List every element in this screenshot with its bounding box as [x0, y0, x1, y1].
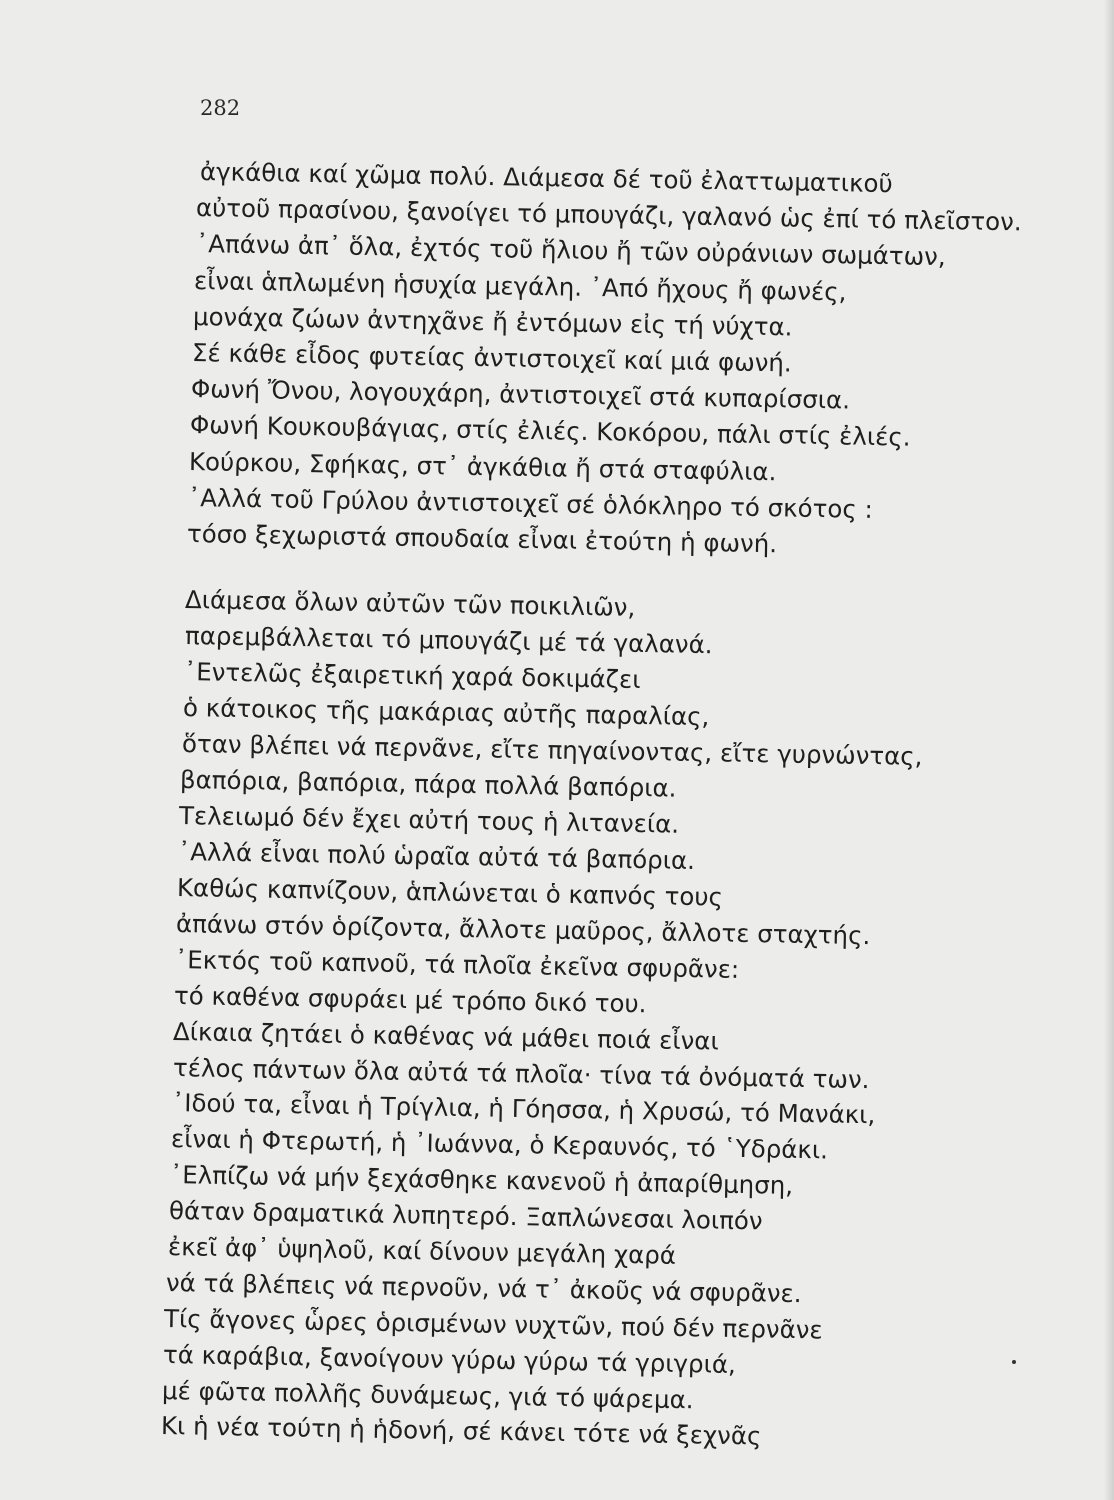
page-number: 282: [200, 96, 241, 120]
text-line: βαπόρια, βαπόρια, πάρα πολλά βαπόρια.: [179, 765, 677, 803]
text-line: ἀπάνω στόν ὁρίζοντα, ἄλλοτε μαῦρος, ἄλλοτε σταχτής.: [175, 909, 871, 951]
text-line: ᾿Ιδού τα, εἶναι ἡ Τρίγλια, ἡ Γόησσα, ἡ Χρυσώ, τό Μανάκι,: [171, 1088, 876, 1130]
text-line: Φωνή Κουκουβάγιας, στίς ἐλιές. Κοκόρου, πάλι στίς ἐλιές.: [189, 410, 911, 452]
text-line: ᾿Απάνω ἀπ᾿ ὅλα, ἐχτός τοῦ ἥλιου ἤ τῶν οὐράνιων σωμάτων,: [195, 229, 946, 272]
text-line: Δίκαια ζητάει ὁ καθένας νά μάθει ποιά εἶναι: [172, 1017, 720, 1056]
text-line: Κούρκου, Σφήκας, στ᾿ ἀγκάθια ἤ στά σταφύλια.: [188, 447, 777, 487]
text-line: τέλος πάντων ὅλα αὐτά τά πλοῖα· τίνα τά ὀνόματά των.: [172, 1053, 870, 1095]
text-line: εἶναι ἁπλωμένη ἡσυχία μεγάλη. ᾿Από ἤχους ἤ φωνές,: [193, 266, 847, 307]
text-line: εἶναι ἡ Φτερωτή, ἡ ᾿Ιωάννα, ὁ Κεραυνός, τό ῾Υδράκι.: [170, 1124, 829, 1165]
text-line: τό καθένα σφυράει μέ τρόπο δικό του.: [173, 981, 647, 1019]
text-line: νά τά βλέπεις νά περνοῦν, νά τ᾿ ἀκοῦς νά σφυρᾶνε.: [165, 1268, 802, 1309]
text-line: τά καράβια, ξανοίγουν γύρω γύρω τά γριγριά,: [162, 1340, 737, 1379]
text-line: ᾿Αλλά εἶναι πολύ ὡραῖα αὐτά τά βαπόρια.: [177, 837, 696, 876]
text-line: ᾿Ελπίζω νά μήν ξεχάσθηκε κανενοῦ ἡ ἀπαρίθμηση,: [169, 1160, 794, 1200]
text-line: ἀγκάθια καί χῶμα πολύ. Διάμεσα δέ τοῦ ἐλαττωματικοῦ: [199, 157, 893, 199]
text-line: ᾿Εντελῶς ἐξαιρετική χαρά δοκιμάζει: [183, 657, 641, 694]
text-line: ὁ κάτοικος τῆς μακάριας αὐτῆς παραλίας,: [182, 693, 710, 732]
text-line: αὐτοῦ πρασίνου, ξανοίγει τό μπουγάζι, γαλανό ὡς ἐπί τό πλεῖστον.: [195, 193, 1022, 237]
text-line: Διάμεσα ὅλων αὐτῶν τῶν ποικιλιῶν,: [184, 585, 636, 622]
text-line: Φωνή Ὄνου, λογουχάρη, ἀντιστοιχεῖ στά κυπαρίσσια.: [190, 374, 851, 415]
text-line: Κι ἡ νέα τούτη ἡ ἡδονή, σέ κάνει τότε νά ξεχνᾶς: [160, 1411, 762, 1451]
text-line: ᾿Εκτός τοῦ καπνοῦ, τά πλοῖα ἐκεῖνα σφυρᾶνε:: [174, 945, 740, 984]
text-line: μέ φῶτα πολλῆς δυνάμεως, γιά τό ψάρεμα.: [161, 1376, 694, 1415]
text-line: Τελειωμό δέν ἔχει αὐτή τους ἡ λιτανεία.: [178, 801, 680, 839]
text-line: παρεμβάλλεται τό μπουγάζι μέ τά γαλανά.: [184, 621, 713, 660]
text-line: ἐκεῖ ἀφ᾿ ὑψηλοῦ, καί δίνουν μεγάλη χαρά: [167, 1232, 677, 1270]
page-edge-shadow: [1104, 0, 1114, 1500]
text-line: Τίς ἄγονες ὧρες ὁρισμένων νυχτῶν, πού δέν περνᾶνε: [163, 1304, 823, 1345]
text-line: Σέ κάθε εἶδος φυτείας ἀντιστοιχεῖ καί μιά φωνή.: [191, 338, 792, 378]
ink-speck: [1012, 1360, 1016, 1364]
text-line: θάταν δραματικά λυπητερό. Ξαπλώνεσαι λοιπόν: [168, 1196, 763, 1236]
text-line: μονάχα ζώων ἀντηχᾶνε ἤ ἐντόμων εἰς τή νύχτα.: [192, 302, 793, 342]
text-line: Καθώς καπνίζουν, ἁπλώνεται ὁ καπνός τους: [176, 873, 724, 912]
text-line: τόσο ξεχωριστά σπουδαία εἶναι ἐτούτη ἡ φωνή.: [186, 519, 778, 559]
text-line: ᾿Αλλά τοῦ Γρύλου ἀντιστοιχεῖ σέ ὁλόκληρο τό σκότος :: [187, 483, 874, 524]
text-line: ὅταν βλέπει νά περνᾶνε, εἴτε πηγαίνοντας, εἴτε γυρνώντας,: [181, 729, 923, 771]
